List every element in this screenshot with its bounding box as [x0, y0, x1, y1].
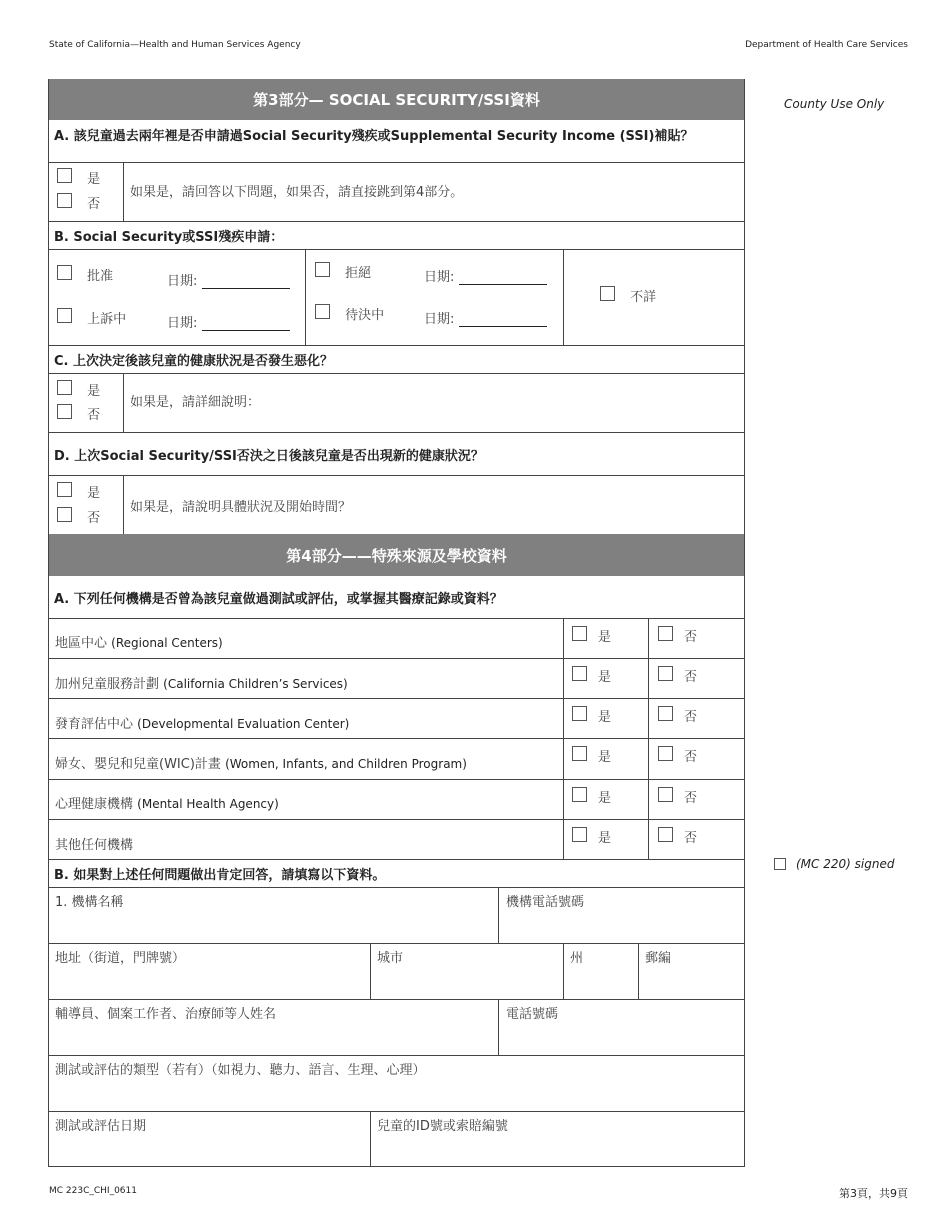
denied-option[interactable]: [315, 262, 371, 281]
appeal-option[interactable]: [57, 308, 126, 327]
divider: [48, 1055, 745, 1056]
child-id-label: 兒童的ID號或索賠編號: [377, 1119, 508, 1134]
pending-date-line[interactable]: [459, 313, 547, 327]
divider: [48, 943, 745, 944]
divider: [123, 475, 124, 534]
yes-label: 是: [598, 670, 612, 685]
counselor-label: 輔導員、個案工作者、治療師等人姓名: [55, 1007, 277, 1022]
mc220-signed: [774, 857, 894, 871]
no-label: 否: [87, 197, 101, 212]
address-field[interactable]: [55, 947, 185, 966]
date-label: 日期:: [424, 312, 455, 327]
agency-name-en: (Regional Centers): [111, 636, 223, 650]
qa-yes-option[interactable]: [57, 168, 100, 187]
approved-option[interactable]: [57, 265, 113, 284]
qd-note: 如果是，請說明具體狀況及開始時間？: [130, 500, 352, 515]
divider: [48, 738, 745, 739]
section3-question-a: A. 該兒童過去兩年裡是否申請過Social Security殘疾或Supplemental Security Income (SSI)補貼？: [54, 128, 694, 144]
yes-label: 是: [598, 791, 612, 806]
qd-yes-checkbox[interactable]: [57, 482, 72, 497]
divider: [305, 249, 306, 345]
agency-yes-option[interactable]: [572, 787, 611, 806]
qa-no-option[interactable]: [57, 193, 100, 212]
divider: [48, 162, 745, 163]
approved-label: 批准: [87, 269, 114, 284]
yes-label: 是: [598, 630, 612, 645]
zip-field[interactable]: [645, 947, 671, 966]
agency-no-checkbox[interactable]: [658, 666, 673, 681]
agency-name-zh: 心理健康機構: [55, 797, 134, 812]
phone-field[interactable]: [506, 1003, 558, 1022]
qa-note: 如果是，請回答以下問題，如果否，請直接跳到第4部分。: [130, 185, 464, 200]
divider: [48, 819, 745, 820]
no-label: 否: [684, 670, 698, 685]
agency-row-label: [55, 793, 279, 812]
state-field[interactable]: [570, 947, 583, 966]
mc220-label: (MC 220) signed: [796, 857, 895, 871]
agency-phone-label: 機構電話號碼: [506, 895, 585, 910]
agency-yes-option[interactable]: [572, 827, 611, 846]
section3-question-c: C. 上次決定後該兒童的健康狀況是否發生惡化？: [54, 354, 334, 369]
agency-phone-field[interactable]: [506, 891, 584, 910]
agency-yes-checkbox[interactable]: [572, 626, 587, 641]
agency-name-en: (California Children’s Services): [163, 677, 348, 691]
counselor-field[interactable]: [55, 1003, 276, 1022]
yes-label: 是: [87, 384, 101, 399]
agency-name-zh: 加州兒童服務計劃: [55, 677, 160, 692]
header-agency: State of California—Health and Human Services Agency: [49, 40, 301, 50]
divider: [498, 999, 499, 1055]
date-label: 日期:: [167, 274, 198, 289]
divider: [48, 249, 745, 250]
agency-no-option[interactable]: [658, 787, 697, 806]
yes-label: 是: [598, 831, 612, 846]
qd-no-option[interactable]: [57, 507, 100, 526]
agency-no-checkbox[interactable]: [658, 827, 673, 842]
agency-yes-option[interactable]: [572, 626, 611, 645]
agency-name-zh: 其他任何機構: [55, 838, 134, 853]
agency-name-zh: 發育評估中心: [55, 717, 134, 732]
agency-row-label: [55, 713, 349, 732]
yes-label: 是: [598, 750, 612, 765]
agency-no-option[interactable]: [658, 746, 697, 765]
test-date-label: 測試或評估日期: [55, 1119, 147, 1134]
test-date-field[interactable]: [55, 1115, 146, 1134]
divider: [48, 1111, 745, 1112]
agency-name-label: 1. 機構名稱: [55, 895, 124, 910]
denied-checkbox[interactable]: [315, 262, 330, 277]
section4-title: 第4部分——特殊來源及學校資料: [48, 534, 745, 576]
unknown-label: 不詳: [630, 290, 657, 305]
approved-date-line[interactable]: [202, 275, 290, 289]
divider: [638, 943, 639, 999]
divider: [48, 658, 745, 659]
agency-yes-option[interactable]: [572, 706, 611, 725]
agency-yes-option[interactable]: [572, 666, 611, 685]
denied-label: 拒絕: [345, 266, 372, 281]
no-label: 否: [87, 408, 101, 423]
agency-name-field[interactable]: [55, 891, 124, 910]
agency-no-checkbox[interactable]: [658, 787, 673, 802]
no-label: 否: [87, 511, 101, 526]
qd-no-checkbox[interactable]: [57, 507, 72, 522]
section3-question-d: D. 上次Social Security/SSI否決之日後該兒童是否出現新的健康狀況？: [54, 448, 484, 464]
city-label: 城市: [377, 951, 404, 966]
divider: [48, 779, 745, 780]
unknown-option[interactable]: [600, 286, 656, 305]
no-label: 否: [684, 630, 698, 645]
agency-name-en: (Mental Health Agency): [137, 797, 279, 811]
agency-no-option[interactable]: [658, 626, 697, 645]
no-label: 否: [684, 791, 698, 806]
qc-note: 如果是，請詳細說明：: [130, 395, 261, 410]
agency-row-label: [55, 753, 467, 772]
date-label: 日期:: [424, 270, 455, 285]
no-label: 否: [684, 831, 698, 846]
no-label: 否: [684, 750, 698, 765]
date-label: 日期:: [167, 316, 198, 331]
appeal-checkbox[interactable]: [57, 308, 72, 323]
approved-date[interactable]: [167, 270, 290, 289]
divider: [123, 373, 124, 432]
divider: [48, 373, 745, 374]
divider: [48, 534, 49, 1167]
yes-label: 是: [87, 486, 101, 501]
section3-question-b: B. Social Security或SSI殘疾申請：: [54, 230, 284, 245]
agency-no-option[interactable]: [658, 706, 697, 725]
agency-row-label: [55, 673, 348, 692]
divider: [48, 475, 745, 476]
header-department: Department of Health Care Services: [745, 40, 908, 50]
agency-yes-checkbox[interactable]: [572, 746, 587, 761]
phone-label: 電話號碼: [506, 1007, 559, 1022]
page-number: 第3頁，共9頁: [839, 1187, 908, 1200]
agency-yes-checkbox[interactable]: [572, 787, 587, 802]
agency-yes-checkbox[interactable]: [572, 827, 587, 842]
divider: [48, 1166, 745, 1167]
pending-label: 待決中: [345, 308, 385, 323]
divider: [370, 943, 371, 999]
divider: [48, 887, 745, 888]
agency-no-option[interactable]: [658, 666, 697, 685]
test-type-label: 測試或評估的類型（若有）（如視力、聽力、語言、生理、心理）: [55, 1063, 426, 1078]
agency-name-zh: 婦女、嬰兒和兒童(WIC)計畫: [55, 757, 221, 772]
no-label: 否: [684, 710, 698, 725]
divider: [744, 534, 745, 1167]
divider: [123, 162, 124, 221]
divider: [563, 618, 564, 859]
section4-question-b: B. 如果對上述任何問題做出肯定回答，請填寫以下資料。: [54, 868, 386, 883]
agency-no-checkbox[interactable]: [658, 706, 673, 721]
mc220-checkbox[interactable]: [774, 858, 786, 870]
child-id-field[interactable]: [377, 1115, 508, 1134]
zip-label: 郵編: [645, 951, 672, 966]
unknown-checkbox[interactable]: [600, 286, 615, 301]
agency-row-label: [55, 834, 133, 853]
yes-label: 是: [598, 710, 612, 725]
county-use-label: County Use Only: [784, 97, 885, 111]
divider: [48, 698, 745, 699]
state-label: 州: [570, 951, 584, 966]
qd-yes-option[interactable]: [57, 482, 100, 501]
qc-no-checkbox[interactable]: [57, 404, 72, 419]
agency-name-en: (Developmental Evaluation Center): [137, 717, 350, 731]
agency-yes-checkbox[interactable]: [572, 666, 587, 681]
qa-yes-checkbox[interactable]: [57, 168, 72, 183]
divider: [563, 249, 564, 345]
agency-yes-checkbox[interactable]: [572, 706, 587, 721]
form-number: MC 223C_CHI_0611: [49, 1186, 137, 1196]
qc-no-option[interactable]: [57, 404, 100, 423]
pending-option[interactable]: [315, 304, 384, 323]
agency-no-checkbox[interactable]: [658, 746, 673, 761]
divider: [648, 618, 649, 859]
pending-checkbox[interactable]: [315, 304, 330, 319]
section4-question-a: A. 下列任何機構是否曾為該兒童做過測試或評估，或掌握其醫療記錄或資料？: [54, 591, 503, 607]
divider: [370, 1111, 371, 1166]
divider: [48, 618, 745, 619]
appeal-date[interactable]: [167, 312, 290, 331]
denied-date[interactable]: [424, 266, 547, 285]
section3-title: 第3部分— SOCIAL SECURITY/SSI資料: [48, 79, 745, 120]
test-type-field[interactable]: [55, 1059, 426, 1078]
yes-label: 是: [87, 172, 101, 187]
agency-name-zh: 地區中心: [55, 636, 108, 651]
agency-no-option[interactable]: [658, 827, 697, 846]
divider: [563, 943, 564, 999]
agency-no-checkbox[interactable]: [658, 626, 673, 641]
divider: [498, 887, 499, 943]
appeal-label: 上訴中: [87, 312, 127, 327]
qa-no-checkbox[interactable]: [57, 193, 72, 208]
appeal-date-line[interactable]: [202, 317, 290, 331]
pending-date[interactable]: [424, 308, 547, 327]
denied-date-line[interactable]: [459, 271, 547, 285]
qc-yes-checkbox[interactable]: [57, 380, 72, 395]
qc-yes-option[interactable]: [57, 380, 100, 399]
city-field[interactable]: [377, 947, 403, 966]
divider: [48, 999, 745, 1000]
agency-row-label: [55, 632, 223, 651]
approved-checkbox[interactable]: [57, 265, 72, 280]
agency-yes-option[interactable]: [572, 746, 611, 765]
agency-name-en: (Women, Infants, and Children Program): [225, 757, 467, 771]
address-label: 地址（街道，門牌號）: [55, 951, 186, 966]
